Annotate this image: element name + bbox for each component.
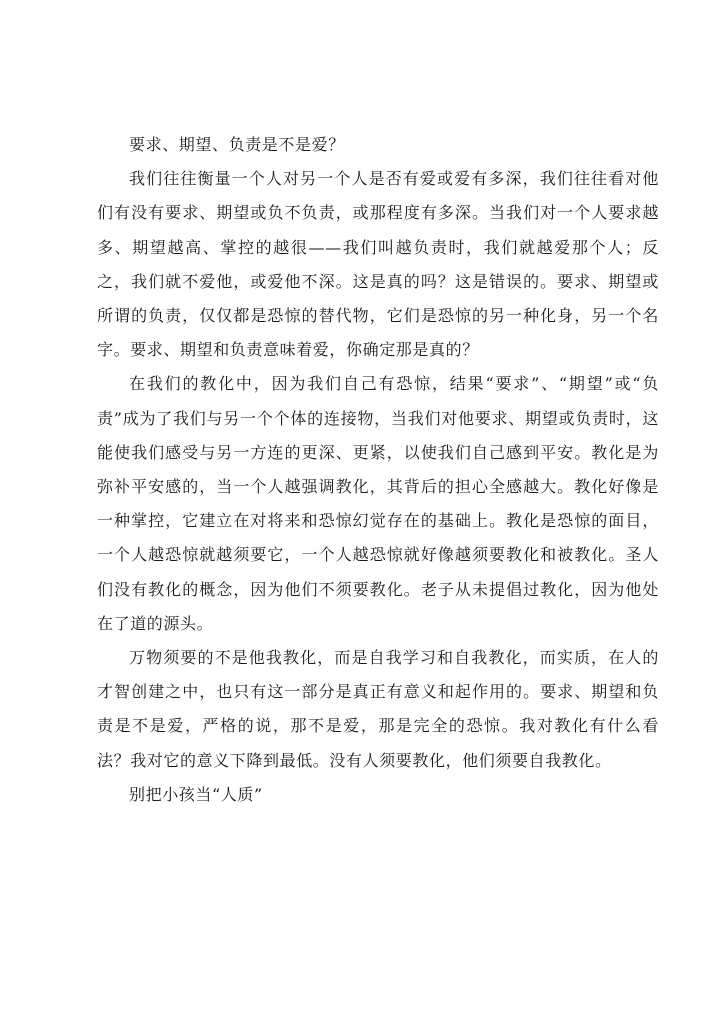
body-paragraph: 我们往往衡量一个人对另一个人是否有爱或爱有多深，我们往往看对他们有没有要求、期望或负不负责，或那程度有多深。当我们对一个人要求越多、期望越高、掌控的越很——我们叫越负责时，我们就越爱那个人；反之，我们就不爱他，或爱他不深。这是真的吗？这是错误的。要求、期望或所谓的负责，仅仅都是恐惊的替代物，它们是恐惊的另一种化身，另一个名字。要求、期望和负责意味着爱，你确定那是真的？ bbox=[97, 169, 659, 360]
body-paragraph: 万物须要的不是他我教化，而是自我学习和自我教化，而实质，在人的才智创建之中，也只有这一部分是真正有意义和起作用的。要求、期望和负责是不是爱，严格的说，那不是爱，那是完全的恐惊。我对教化有什么看法？我对它的意义下降到最低。没有人须要教化，他们须要自我教化。 bbox=[97, 648, 659, 770]
document-body bbox=[97, 128, 659, 812]
next-section-heading: 别把小孩当“人质” bbox=[129, 784, 263, 804]
body-paragraph: 在我们的教化中，因为我们自己有恐惊，结果“要求”、“期望”或“负责”成为了我们与另一个个体的连接物，当我们对他要求、期望或负责时，这能使我们感受与另一方连的更深、更紧，以使我们自己感到平安。教化是为弥补平安感的，当一个人越强调教化，其背后的担心全感越大。教化好像是一种掌控，它建立在对将来和恐惊幻觉存在的基础上。教化是恐惊的面目，一个人越恐惊就越须要它，一个人越恐惊就好像越须要教化和被教化。圣人们没有教化的概念，因为他们不须要教化。老子从未提倡过教化，因为他处在了道的源头。 bbox=[97, 374, 659, 633]
section-heading: 要求、期望、负责是不是爱？ bbox=[129, 135, 345, 154]
